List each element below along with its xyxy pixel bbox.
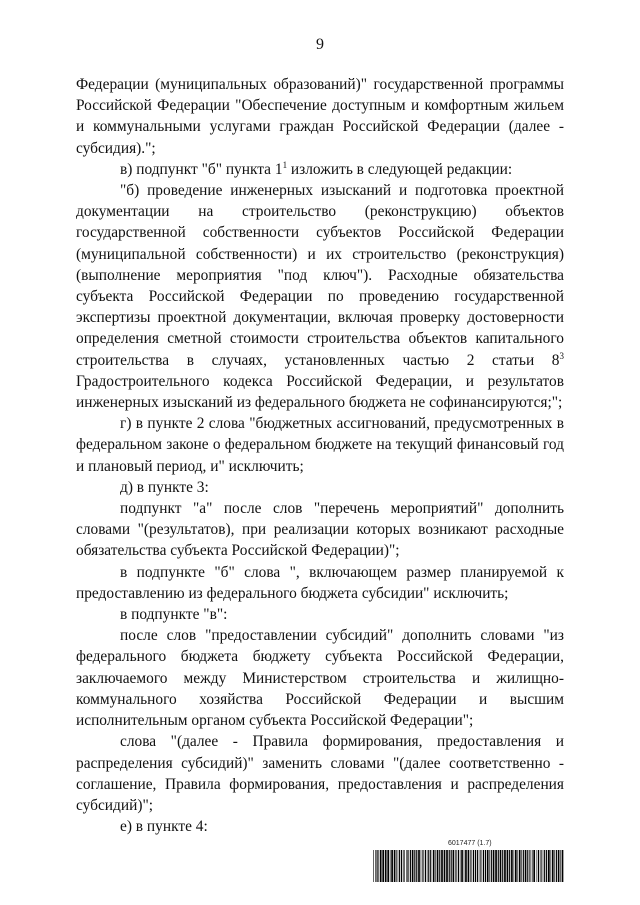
superscript: 1 [282,159,288,170]
document-code: 6017477 (1.7) [448,840,492,847]
barcode [373,850,565,882]
paragraph [76,180,564,413]
paragraph: после слов "предоставлении субсидий" дополнить словами "из федерального бюджета бюджету субъекта Российской Федерации, заключаемого между Министерством строительства и жилищно-коммунального хозяйства Российской Федерации и высшим исполнительным органом субъекта Российской Федерации"; [76,627,564,730]
paragraph-text: в) подпункт "б" пункта 1 [120,160,283,178]
paragraph: в подпункте "б" слова ", включающем размер планируемой к предоставлению из федерального бюджета субсидии" исключить; [76,563,564,602]
paragraph: г) в пункте 2 слова "бюджетных ассигнований, предусмотренных в федеральном законе о федеральном бюджете на текущий финансовый год и плановый период, и" исключить; [76,415,564,475]
paragraph: слова "(далее - Правила формирования, предоставления и распределения субсидий)" заменить словами "(далее соответственно - соглашение, Правила формирования, предоставления и распределения субсидий)"; [76,733,564,814]
paragraph: в подпункте "в": [120,606,228,624]
paragraph-text: Градостроительного кодекса Российской Федерации, и результатов инженерных изысканий из федерального бюджета не софинансируются;"; [76,372,564,412]
paragraph: е) в пункте 4: [120,818,208,836]
paragraph: Федерации (муниципальных образований)" государственной программы Российской Федерации "Обеспечение доступным и комфортным жильем и коммунальными услугами граждан Российской Федерации (далее - субсидия)."; [76,76,564,157]
paragraph-text: изложить в следующей редакции: [287,160,513,178]
superscript: 3 [559,350,564,361]
paragraph: подпункт "а" после слов "перечень мероприятий" дополнить словами "(результатов), при реализации которых возникают расходные обязательства субъекта Российской Федерации)"; [76,500,564,560]
paragraph-text: "б) проведение инженерных изысканий и подготовка проектной документации на строительство (реконструкцию) объектов государственной собственности субъектов Российской Федерации (муниципальной собственности) и их строительство (реконструкция) (выполнение мероприятия "под ключ"). Расходные обязательства субъекта Российской Федерации по проведению государственной экспертизы проектной документации, включая проверку достоверности определения сметной стоимости строительства объектов капитального строительства в случаях, установленных частью 2 статьи 8 [76,182,564,369]
paragraph [76,159,564,180]
document-body [76,74,564,837]
page-number: 9 [316,36,324,53]
paragraph: д) в пункте 3: [120,478,209,496]
